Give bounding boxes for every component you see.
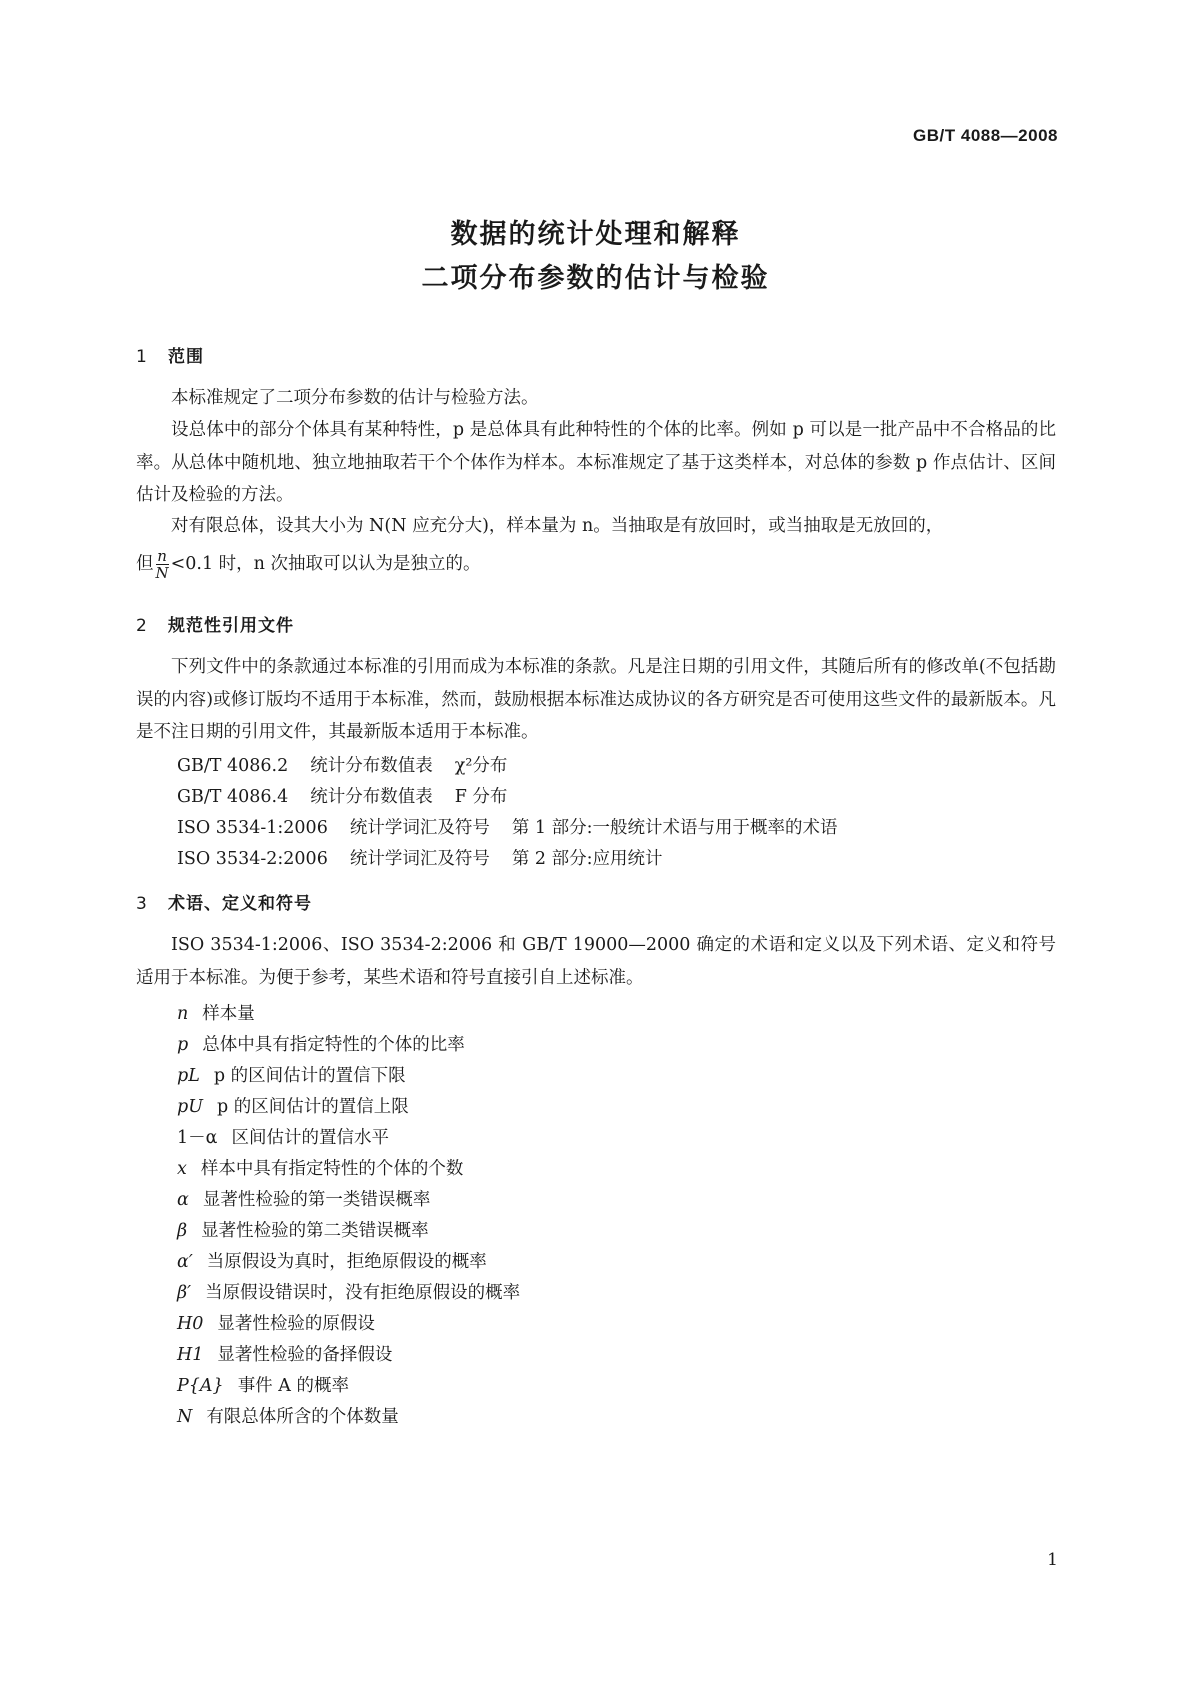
symbol-description: 样本量 — [202, 1004, 255, 1024]
reference-title: 统计学词汇及符号 — [349, 818, 490, 838]
symbol-entry — [177, 1341, 392, 1366]
symbol: β′ — [177, 1283, 192, 1303]
section-2-paragraph: 下列文件中的条款通过本标准的引用而成为本标准的条款。凡是注日期的引用文件，其随后所有的修改单(不包括勘误的内容)或修订版均不适用于本标准，然而，鼓励根据本标准达成协议的各方研究是否可使用这些文件的最新版本。凡是不注日期的引用文件，其最新版本适用于本标准。 — [136, 657, 1056, 742]
standard-code: GB/T 4088—2008 — [913, 126, 1058, 145]
reference-code: GB/T 4086.2 — [177, 756, 289, 776]
symbol-entry — [177, 1217, 429, 1242]
section-1-paragraph-1: 本标准规定了二项分布参数的估计与检验方法。 — [171, 388, 539, 408]
symbol-description: 显著性检验的原假设 — [217, 1314, 375, 1334]
symbol-description: 当原假设错误时，没有拒绝原假设的概率 — [205, 1283, 521, 1303]
symbol-entry — [177, 1093, 409, 1118]
reference-extra: F 分布 — [454, 787, 508, 807]
reference-item — [177, 845, 662, 870]
reference-code: GB/T 4086.4 — [177, 787, 289, 807]
title-line-1: 数据的统计处理和解释 — [450, 219, 741, 250]
reference-code: ISO 3534-1:2006 — [177, 818, 328, 838]
section-3-paragraph: ISO 3534-1:2006、ISO 3534-2:2006 和 GB/T 19000—2000 确定的术语和定义以及下列术语、定义和符号适用于本标准。为便于参考，某些术语和符号直接引自上述标准。 — [136, 935, 1056, 988]
symbol-description: 总体中具有指定特性的个体的比率 — [202, 1035, 465, 1055]
symbol: P{A} — [177, 1376, 224, 1396]
symbol-entry — [177, 1155, 463, 1180]
symbol-description: 显著性检验的备择假设 — [217, 1345, 393, 1365]
symbol-entry — [177, 1031, 465, 1056]
section-1-paragraph-3: 对有限总体，设其大小为 N(N 应充分大)，样本量为 n。当抽取是有放回时，或当抽取是无放回的， — [171, 516, 944, 536]
symbol-description: 当原假设为真时，拒绝原假设的概率 — [206, 1252, 487, 1272]
section-3-title: 术语、定义和符号 — [168, 894, 312, 914]
symbol-entry — [177, 1403, 399, 1428]
symbol-entry — [177, 1372, 349, 1397]
fraction-n-over-N — [156, 548, 169, 581]
symbol-entry — [177, 1062, 406, 1087]
symbol-description: 显著性检验的第二类错误概率 — [201, 1221, 429, 1241]
symbol: β — [177, 1221, 188, 1241]
symbol: 1－α — [177, 1128, 218, 1148]
section-2-heading — [136, 611, 294, 636]
section-1-number: 1 — [136, 347, 148, 367]
symbol-description: p 的区间估计的置信下限 — [213, 1066, 406, 1086]
section-1-paragraph-4 — [136, 548, 481, 581]
p4-suffix: <0.1 时，n 次抽取可以认为是独立的。 — [170, 554, 481, 574]
section-1-heading — [136, 342, 204, 367]
section-1-paragraph-2: 设总体中的部分个体具有某种特性，p 是总体具有此种特性的个体的比率。例如 p 可以是一批产品中不合格品的比率。从总体中随机地、独立地抽取若干个个体作为样本。本标准规定了基于这类样本，对总体的参数 p 作点估计、区间估计及检验的方法。 — [136, 420, 1056, 505]
fraction-denominator: N — [155, 564, 169, 582]
symbol-description: p 的区间估计的置信上限 — [216, 1097, 409, 1117]
section-3-number: 3 — [136, 894, 148, 914]
section-1-title: 范围 — [168, 347, 204, 367]
reference-item — [177, 783, 507, 808]
reference-extra: 第 2 部分:应用统计 — [511, 849, 663, 869]
symbol: n — [177, 1004, 189, 1024]
section-2-number: 2 — [136, 616, 148, 636]
reference-code: ISO 3534-2:2006 — [177, 849, 328, 869]
symbol: p — [177, 1035, 189, 1055]
symbol-description: 区间估计的置信水平 — [231, 1128, 389, 1148]
symbol-entry — [177, 1124, 389, 1149]
symbol: pU — [177, 1097, 203, 1117]
symbol-entry — [177, 1310, 375, 1335]
symbol-entry — [177, 1279, 520, 1304]
title-line-2: 二项分布参数的估计与检验 — [421, 263, 770, 294]
symbol: α — [177, 1190, 189, 1210]
symbol: pL — [177, 1066, 200, 1086]
fraction-numerator: n — [157, 547, 167, 565]
symbol-entry — [177, 1000, 255, 1025]
reference-item — [177, 814, 837, 839]
symbol-description: 有限总体所含的个体数量 — [206, 1407, 399, 1427]
reference-extra: χ²分布 — [454, 756, 508, 776]
section-2-title: 规范性引用文件 — [168, 616, 294, 636]
symbol-entry — [177, 1186, 430, 1211]
reference-extra: 第 1 部分:一般统计术语与用于概率的术语 — [511, 818, 838, 838]
reference-title: 统计分布数值表 — [310, 787, 433, 807]
symbol-description: 显著性检验的第一类错误概率 — [202, 1190, 431, 1210]
symbol: x — [177, 1159, 187, 1179]
reference-title: 统计学词汇及符号 — [349, 849, 490, 869]
section-3-heading — [136, 889, 312, 914]
symbol-description: 样本中具有指定特性的个体的个数 — [200, 1159, 464, 1179]
symbol: α′ — [177, 1252, 193, 1272]
reference-item — [177, 752, 507, 777]
p4-prefix: 但 — [136, 554, 154, 574]
symbol: H0 — [177, 1314, 204, 1334]
symbol-entry — [177, 1248, 487, 1273]
reference-title: 统计分布数值表 — [310, 756, 433, 776]
symbol: H1 — [177, 1345, 204, 1365]
symbol-description: 事件 A 的概率 — [237, 1376, 349, 1396]
page-number: 1 — [1047, 1550, 1058, 1570]
symbol: N — [177, 1407, 193, 1427]
